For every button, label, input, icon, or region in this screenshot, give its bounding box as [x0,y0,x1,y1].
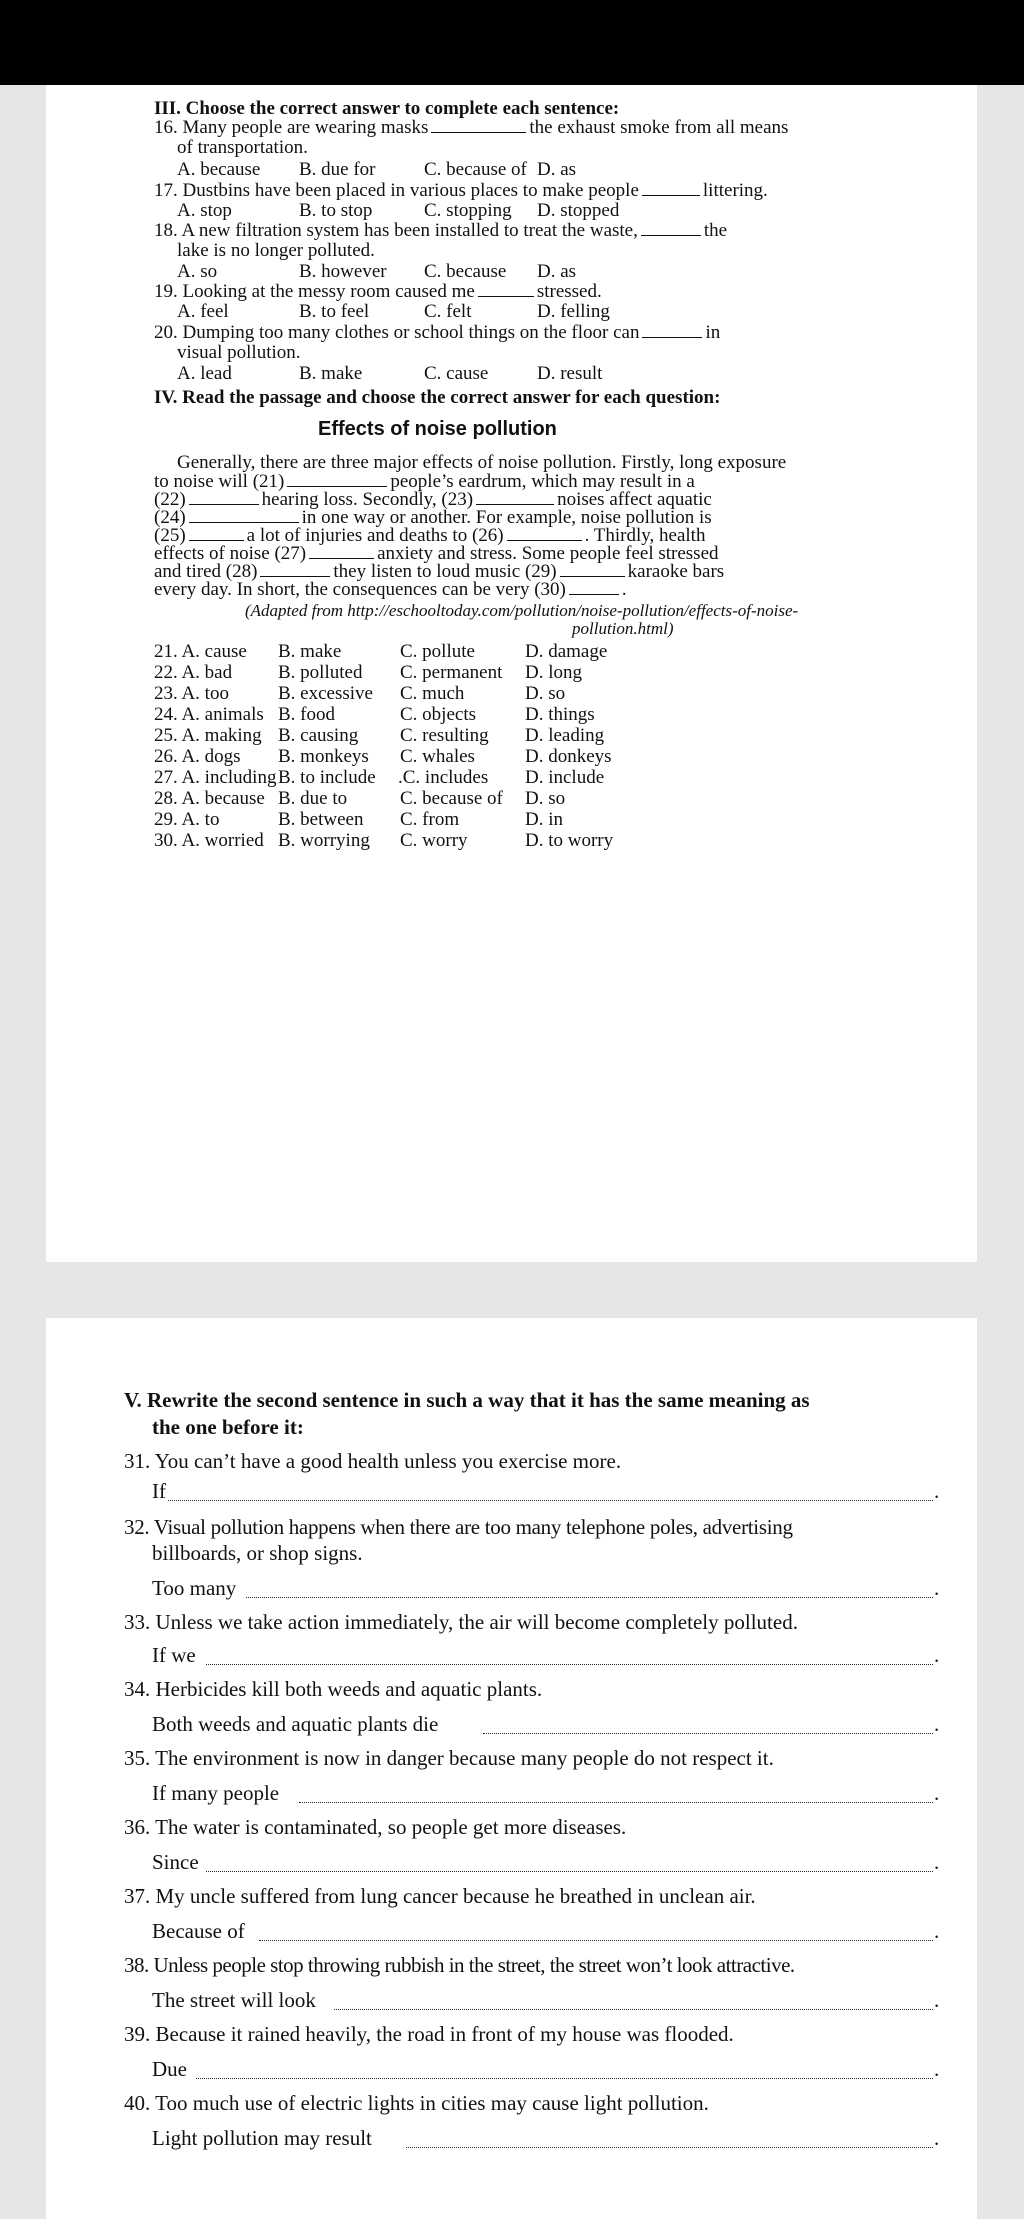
q18-option-c: C. because [424,261,507,282]
q18-option-b: B. however [299,261,387,282]
passage-source-line-1: (Adapted from http://eschooltoday.com/pollution/noise-pollution/effects-of-noise- [245,601,799,620]
q34-prompt: 34. Herbicides kill both weeds and aquatic plants. [124,1677,543,1701]
q32-end-mark: . [934,1576,940,1600]
q21-option-c: C. pollute [400,641,475,662]
q16-option-b: B. due for [299,159,376,180]
q20-option-c: C. cause [424,363,489,384]
q16-stem: 16. Many people are wearing masks the exhaust smoke from all means [154,117,789,138]
q21-option-b: B. make [278,641,342,662]
q36-answer-line[interactable] [206,1871,933,1872]
q31-prompt: 31. You can’t have a good health unless you exercise more. [124,1449,622,1473]
q25-option-d: D. leading [525,725,605,746]
q23-option-a: 23. A. too [154,683,229,704]
q24-option-d: D. things [525,704,595,725]
section-4-heading: IV. Read the passage and choose the correct answer for each question: [154,387,721,408]
q30-option-c: C. worry [400,830,468,851]
q33-prompt: 33. Unless we take action immediately, the air will become completely polluted. [124,1610,798,1634]
q32-prompt: 32. Visual pollution happens when there are too many telephone poles, advertising [124,1515,793,1539]
q35-end-mark: . [934,1781,940,1805]
q30-option-d: D. to worry [525,830,614,851]
q19-option-c: C. felt [424,301,472,322]
passage-line-2: to noise will (21) people’s eardrum, which may result in a [154,471,695,492]
q30-option-b: B. worrying [278,830,370,851]
q25-option-c: C. resulting [400,725,489,746]
q35-answer-line[interactable] [299,1802,933,1803]
q29-option-a: 29. A. to [154,809,220,830]
q27-option-b: B. to include [278,767,376,788]
q19-option-d: D. felling [537,301,610,322]
q33-answer-line[interactable] [206,1664,933,1665]
q19-option-b: B. to feel [299,301,370,322]
q18-stem: 18. A new filtration system has been installed to treat the waste, the [154,220,728,241]
q17-option-c: C. stopping [424,200,512,221]
q17-option-d: D. stopped [537,200,620,221]
q27-option-a: 27. A. including [154,767,277,788]
passage-line-5: (25) a lot of injuries and deaths to (26) . Thirdly, health [154,525,706,546]
q38-answer-line[interactable] [334,2009,933,2010]
passage-line-6: effects of noise (27) anxiety and stress. Some people feel stressed [154,543,719,564]
q31-end-mark: . [934,1479,940,1503]
q28-option-b: B. due to [278,788,348,809]
q28-option-a: 28. A. because [154,788,265,809]
q20-option-b: B. make [299,363,363,384]
q35-prompt: 35. The environment is now in danger because many people do not respect it. [124,1746,774,1770]
q34-answer-line[interactable] [483,1733,933,1734]
q30-option-a: 30. A. worried [154,830,264,851]
section-3-heading: III. Choose the correct answer to complete each sentence: [154,98,620,119]
q40-end-mark: . [934,2126,940,2150]
q17-option-a: A. stop [177,200,232,221]
q27-option-d: D. include [525,767,605,788]
q28-option-c: C. because of [400,788,503,809]
q37-end-mark: . [934,1919,940,1943]
q16-option-a: A. because [177,159,261,180]
q24-option-a: 24. A. animals [154,704,264,725]
q29-option-c: C. from [400,809,460,830]
q16-option-d: D. as [537,159,577,180]
q21-option-a: 21. A. cause [154,641,247,662]
q38-end-mark: . [934,1988,940,2012]
q25-option-a: 25. A. making [154,725,262,746]
q33-end-mark: . [934,1643,940,1667]
q29-option-d: D. in [525,809,563,830]
q20-stem-cont: visual pollution. [177,342,301,363]
q38-answer-start: The street will look [152,1988,316,2012]
worksheet-page-2 [46,1318,977,2219]
q32-answer-start: Too many [152,1576,237,1600]
q39-end-mark: . [934,2057,940,2081]
top-black-bar [0,0,1024,85]
q17-stem: 17. Dustbins have been placed in various places to make people littering. [154,180,768,201]
q36-prompt: 36. The water is contaminated, so people get more diseases. [124,1815,627,1839]
passage-line-4: (24) in one way or another. For example, noise pollution is [154,507,712,528]
passage-line-8: every day. In short, the consequences can be very (30) . [154,579,627,600]
q20-stem: 20. Dumping too many clothes or school things on the floor can in [154,322,721,343]
section-5-heading-line-1: V. Rewrite the second sentence in such a way that it has the same meaning as [124,1388,810,1412]
q18-option-a: A. so [177,261,218,282]
q22-option-a: 22. A. bad [154,662,233,683]
q31-answer-start: If [152,1479,166,1503]
worksheet-page-1 [46,85,977,1262]
q27-option-c: .C. includes [398,767,489,788]
passage-line-3: (22) hearing loss. Secondly, (23) noises affect aquatic [154,489,712,510]
section-5-heading-line-2: the one before it: [152,1415,304,1439]
q18-stem-cont: lake is no longer polluted. [177,240,375,261]
q34-answer-start: Both weeds and aquatic plants die [152,1712,439,1736]
q23-option-d: D. so [525,683,566,704]
q22-option-c: C. permanent [400,662,503,683]
q35-answer-start: If many people [152,1781,280,1805]
q28-option-d: D. so [525,788,566,809]
q29-option-b: B. between [278,809,364,830]
q36-end-mark: . [934,1850,940,1874]
q40-prompt: 40. Too much use of electric lights in cities may cause light pollution. [124,2091,709,2115]
q37-answer-line[interactable] [259,1940,933,1941]
passage-line-7: and tired (28) they listen to loud music (29) karaoke bars [154,561,725,582]
passage-title: Effects of noise pollution [318,418,557,440]
q16-option-c: C. because of [424,159,527,180]
q32-prompt-cont: billboards, or shop signs. [152,1541,363,1565]
q26-option-a: 26. A. dogs [154,746,241,767]
q24-option-c: C. objects [400,704,476,725]
q22-option-b: B. polluted [278,662,363,683]
q22-option-d: D. long [525,662,582,683]
q16-stem-cont: of transportation. [177,137,308,158]
q20-option-d: D. result [537,363,603,384]
q19-stem: 19. Looking at the messy room caused me stressed. [154,281,602,302]
q23-option-c: C. much [400,683,465,704]
q18-option-d: D. as [537,261,577,282]
q26-option-b: B. monkeys [278,746,369,767]
q37-answer-start: Because of [152,1919,245,1943]
q39-answer-start: Due [152,2057,187,2081]
q40-answer-line[interactable] [406,2147,933,2148]
q26-option-d: D. donkeys [525,746,612,767]
q38-prompt: 38. Unless people stop throwing rubbish in the street, the street won’t look attractive. [124,1953,795,1977]
q33-answer-start: If we [152,1643,196,1667]
q25-option-b: B. causing [278,725,359,746]
q39-prompt: 39. Because it rained heavily, the road in front of my house was flooded. [124,2022,734,2046]
q26-option-c: C. whales [400,746,475,767]
q36-answer-start: Since [152,1850,199,1874]
q17-option-b: B. to stop [299,200,373,221]
q37-prompt: 37. My uncle suffered from lung cancer because he breathed in unclean air. [124,1884,756,1908]
q24-option-b: B. food [278,704,335,725]
q23-option-b: B. excessive [278,683,373,704]
q34-end-mark: . [934,1712,940,1736]
passage-line-1: Generally, there are three major effects of noise pollution. Firstly, long exposure [177,452,787,473]
q19-option-a: A. feel [177,301,229,322]
q21-option-d: D. damage [525,641,608,662]
q31-answer-line[interactable] [168,1500,933,1501]
q20-option-a: A. lead [177,363,232,384]
q40-answer-start: Light pollution may result [152,2126,372,2150]
passage-source-line-2: pollution.html) [572,619,674,638]
q39-answer-line[interactable] [196,2078,933,2079]
q32-answer-line[interactable] [246,1597,933,1598]
